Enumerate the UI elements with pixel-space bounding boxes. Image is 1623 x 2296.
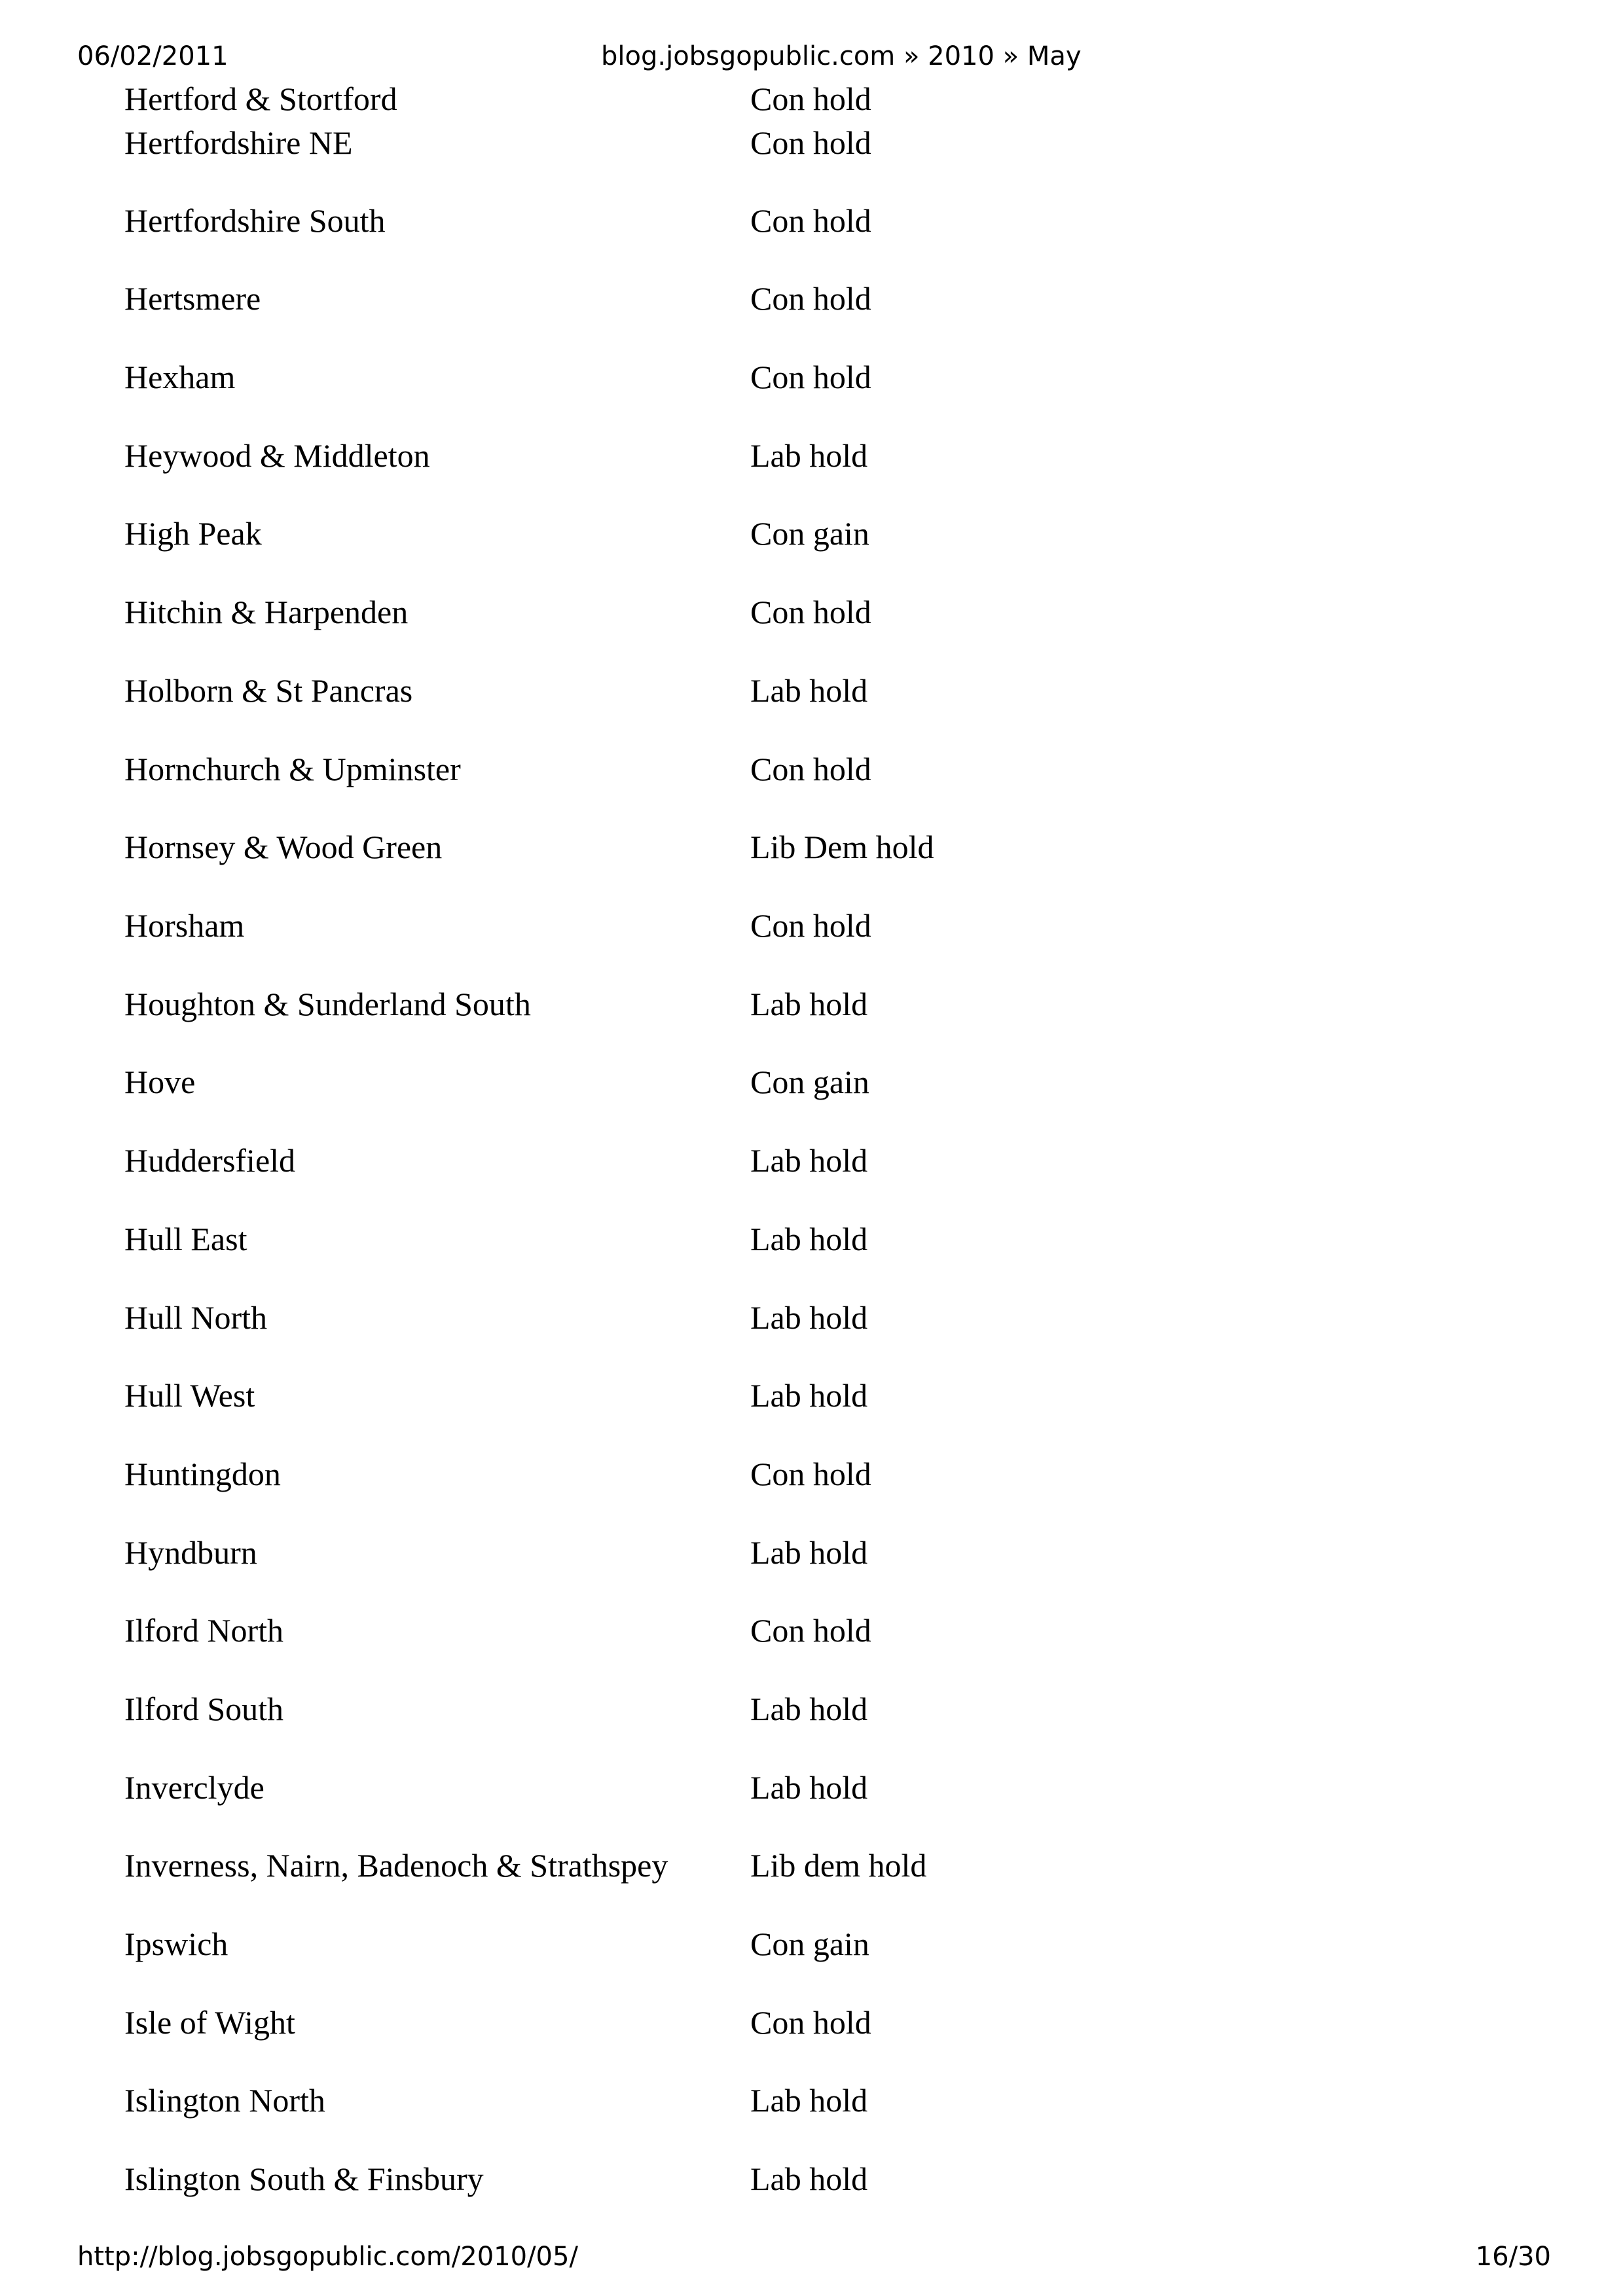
election-result: Con gain: [750, 515, 869, 552]
constituency-name: Holborn & St Pancras: [124, 672, 413, 709]
election-result: Con hold: [750, 124, 871, 161]
page-title: blog.jobsgopublic.com » 2010 » May: [601, 41, 1082, 71]
constituency-name: Hertfordshire NE: [124, 124, 353, 161]
table-row: [0, 2156, 1623, 2202]
election-result: Con hold: [750, 280, 871, 317]
election-result: Con hold: [750, 1456, 871, 1492]
election-result: Con hold: [750, 2004, 871, 2041]
constituency-name: Hull West: [124, 1377, 255, 1414]
table-row: [0, 354, 1623, 400]
table-row: [0, 76, 1623, 122]
constituency-name: Hertfordshire South: [124, 202, 386, 239]
election-result: Con hold: [750, 202, 871, 239]
constituency-name: Ilford North: [124, 1612, 283, 1649]
constituency-name: Hornchurch & Upminster: [124, 751, 461, 787]
table-row: [0, 511, 1623, 556]
constituency-name: Hull East: [124, 1221, 247, 1257]
table-row: [0, 903, 1623, 948]
table-row: [0, 1607, 1623, 1653]
constituency-name: Hove: [124, 1064, 196, 1100]
constituency-name: Inverness, Nairn, Badenoch & Strathspey: [124, 1847, 668, 1884]
constituency-name: Ipswich: [124, 1926, 228, 1962]
election-result: Con hold: [750, 907, 871, 944]
constituency-name: Heywood & Middleton: [124, 437, 430, 474]
table-row: [0, 1921, 1623, 1967]
table-row: [0, 2000, 1623, 2045]
constituency-name: Hitchin & Harpenden: [124, 594, 409, 630]
election-result: Lab hold: [750, 672, 868, 709]
election-result: Lib dem hold: [750, 1847, 927, 1884]
table-row: [0, 1765, 1623, 1810]
election-result: Lab hold: [750, 986, 868, 1022]
election-result: Lab hold: [750, 1377, 868, 1414]
table-row: [0, 120, 1623, 166]
election-result: Lab hold: [750, 1691, 868, 1727]
table-row: [0, 1059, 1623, 1105]
page-url: http://blog.jobsgopublic.com/2010/05/: [77, 2242, 578, 2272]
election-result: Lab hold: [750, 1534, 868, 1571]
table-row: [0, 1216, 1623, 1262]
constituency-name: Inverclyde: [124, 1769, 264, 1806]
constituency-name: Islington South & Finsbury: [124, 2161, 484, 2197]
table-row: [0, 589, 1623, 635]
constituency-name: Houghton & Sunderland South: [124, 986, 531, 1022]
constituency-name: Ilford South: [124, 1691, 284, 1727]
constituency-name: Isle of Wight: [124, 2004, 295, 2041]
table-row: [0, 1842, 1623, 1888]
election-result: Lab hold: [750, 1299, 868, 1336]
table-row: [0, 1451, 1623, 1497]
election-result: Con hold: [750, 359, 871, 395]
election-result: Lab hold: [750, 437, 868, 474]
constituency-name: Huntingdon: [124, 1456, 281, 1492]
constituency-name: Hornsey & Wood Green: [124, 829, 443, 865]
table-row: [0, 824, 1623, 870]
table-row: [0, 433, 1623, 478]
election-result: Con hold: [750, 1612, 871, 1649]
election-result: Con hold: [750, 81, 871, 117]
election-result: Lib Dem hold: [750, 829, 934, 865]
election-result: Con hold: [750, 751, 871, 787]
election-result: Con gain: [750, 1926, 869, 1962]
election-result: Con gain: [750, 1064, 869, 1100]
election-result: Lab hold: [750, 1769, 868, 1806]
constituency-name: Horsham: [124, 907, 245, 944]
election-result: Lab hold: [750, 2082, 868, 2119]
table-row: [0, 1295, 1623, 1340]
table-row: [0, 1530, 1623, 1575]
table-row: [0, 1372, 1623, 1418]
election-result: Con hold: [750, 594, 871, 630]
constituency-name: High Peak: [124, 515, 262, 552]
page-number: 16/30: [1475, 2242, 1551, 2272]
constituency-name: Islington North: [124, 2082, 325, 2119]
constituency-name: Hexham: [124, 359, 236, 395]
election-result: Lab hold: [750, 1221, 868, 1257]
constituency-name: Hertsmere: [124, 280, 261, 317]
table-row: [0, 1138, 1623, 1183]
table-row: [0, 276, 1623, 321]
table-row: [0, 2077, 1623, 2123]
table-row: [0, 668, 1623, 713]
constituency-name: Hyndburn: [124, 1534, 257, 1571]
table-row: [0, 198, 1623, 243]
table-row: [0, 1686, 1623, 1732]
election-result: Lab hold: [750, 2161, 868, 2197]
table-row: [0, 746, 1623, 792]
table-row: [0, 981, 1623, 1027]
constituency-name: Huddersfield: [124, 1142, 296, 1179]
print-date: 06/02/2011: [77, 41, 228, 71]
constituency-name: Hull North: [124, 1299, 268, 1336]
election-result: Lab hold: [750, 1142, 868, 1179]
constituency-name: Hertford & Stortford: [124, 81, 397, 117]
